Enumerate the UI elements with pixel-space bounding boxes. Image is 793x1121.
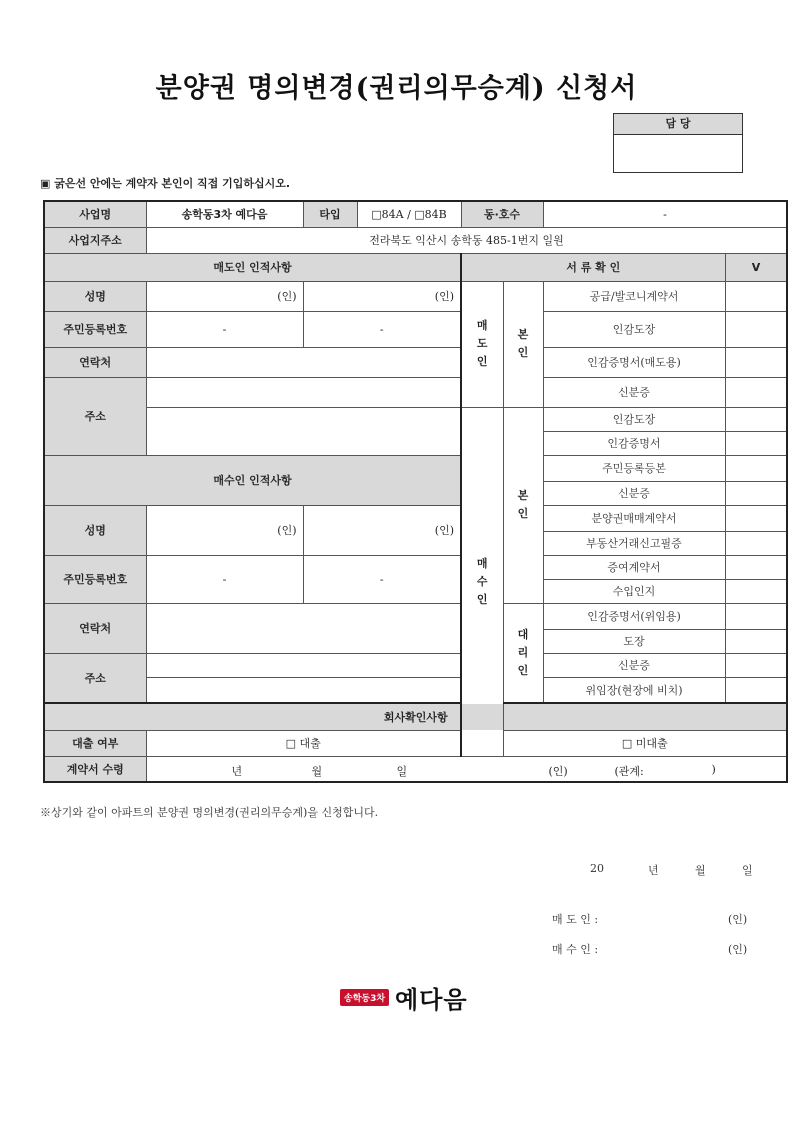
seller-self-label: 본 인 [503, 281, 543, 407]
unit-label: 동·호수 [461, 201, 543, 227]
buyer-name-field-2[interactable]: (인) [303, 505, 461, 555]
buyer-name-field-1[interactable]: (인) [146, 505, 303, 555]
application-form-table [43, 200, 788, 783]
buyer-doc-check[interactable] [725, 431, 787, 455]
seller-doc-item: 인감도장 [543, 311, 725, 347]
loan-no-checkbox[interactable]: □ 미대출 [503, 730, 787, 756]
seller-doc-check[interactable] [725, 281, 787, 311]
agent-doc-check[interactable] [725, 629, 787, 653]
agent-doc-check[interactable] [725, 603, 787, 629]
buyer-doc-check[interactable] [725, 407, 787, 431]
type-label: 타입 [303, 201, 357, 227]
buyer-id-field-1[interactable]: - [146, 555, 303, 603]
receipt-relation: (관계: [614, 764, 644, 778]
seller-id-label: 주민등록번호 [44, 311, 146, 347]
seller-contact-field[interactable] [146, 347, 461, 377]
buyer-doc-item: 증여계약서 [543, 555, 725, 579]
buyer-address-field-1[interactable] [146, 653, 461, 677]
page-title: 분양권 명의변경(권리의무승계) 신청서 [155, 73, 638, 104]
contract-receipt-label: 계약서 수령 [44, 756, 146, 782]
buyer-doc-check[interactable] [725, 505, 787, 531]
buyer-doc-check[interactable] [725, 531, 787, 555]
company-section-header: 회사확인사항 [44, 703, 787, 730]
buyer-doc-item: 인감증명서 [543, 431, 725, 455]
date-month: 월 [695, 864, 706, 877]
site-address-value: 전라북도 익산시 송학동 485-1번지 일원 [146, 227, 787, 253]
seller-address-field-1[interactable] [146, 377, 461, 407]
receipt-month: 월 [311, 764, 323, 778]
contract-receipt-field[interactable] [146, 756, 787, 782]
seller-doc-check[interactable] [725, 377, 787, 407]
site-address-label: 사업지주소 [44, 227, 146, 253]
agent-doc-item: 신분증 [543, 653, 725, 677]
receipt-seal: (인) [548, 764, 568, 778]
seller-id-field-2[interactable]: - [303, 311, 461, 347]
seller-name-field-1[interactable]: (인) [146, 281, 303, 311]
date-prefix: 20 [590, 862, 604, 875]
buyer-doc-item: 분양권매매계약서 [543, 505, 725, 531]
seller-id-field-1[interactable]: - [146, 311, 303, 347]
project-name-value: 송학동3차 예다음 [146, 201, 303, 227]
date-day: 일 [742, 864, 753, 877]
approval-signature-field[interactable] [614, 135, 742, 173]
loan-label: 대출 여부 [44, 730, 146, 756]
receipt-year: 년 [231, 764, 243, 778]
approval-box [613, 113, 743, 173]
buyer-id-field-2[interactable]: - [303, 555, 461, 603]
buyer-sign-seal[interactable]: (인) [728, 943, 748, 956]
buyer-address-field-2[interactable] [146, 677, 461, 703]
seller-address-field-2[interactable] [146, 407, 461, 455]
buyer-contact-field[interactable] [146, 603, 461, 653]
seller-doc-item: 공급/발코니계약서 [543, 281, 725, 311]
receipt-day: 일 [396, 764, 408, 778]
seller-doc-check[interactable] [725, 347, 787, 377]
seller-name-field-2[interactable]: (인) [303, 281, 461, 311]
instruction-notice: ▣ 굵은선 안에는 계약자 본인이 직접 기입하십시오. [40, 177, 291, 190]
buyer-sign-label: 매 수 인 : [552, 943, 599, 956]
buyer-contact-label: 연락처 [44, 603, 146, 653]
brand-logo [340, 980, 468, 1015]
seller-contact-label: 연락처 [44, 347, 146, 377]
buyer-section-header: 매수인 인적사항 [44, 455, 461, 505]
buyer-id-label: 주민등록번호 [44, 555, 146, 603]
buyer-doc-check[interactable] [725, 579, 787, 603]
unit-field[interactable]: - [543, 201, 787, 227]
loan-yes-checkbox[interactable]: □ 대출 [146, 730, 461, 756]
seller-docs-group: 매 도 인 [461, 281, 503, 407]
buyer-doc-item: 수입인지 [543, 579, 725, 603]
agent-doc-item: 도장 [543, 629, 725, 653]
buyer-docs-group: 매 수 인 [461, 407, 503, 756]
seller-sign-seal[interactable]: (인) [728, 913, 748, 926]
docs-check-header: V [725, 253, 787, 281]
agent-doc-item: 위임장(현장에 비치) [543, 677, 725, 703]
type-checkbox-field[interactable]: □84A / □84B [357, 201, 461, 227]
agent-doc-check[interactable] [725, 653, 787, 677]
docs-section-header: 서 류 확 인 [461, 253, 725, 281]
date-year: 년 [648, 864, 659, 877]
buyer-doc-item: 신분증 [543, 481, 725, 505]
logo-badge: 송학동3차 [340, 989, 389, 1006]
seller-doc-item: 신분증 [543, 377, 725, 407]
agent-doc-check[interactable] [725, 677, 787, 703]
seller-doc-item: 인감증명서(매도용) [543, 347, 725, 377]
seller-address-label: 주소 [44, 377, 146, 455]
statement-text: ※상기와 같이 아파트의 분양권 명의변경(권리의무승계)을 신청합니다. [40, 806, 379, 819]
approval-box-label: 담 당 [614, 114, 742, 135]
buyer-doc-item: 인감도장 [543, 407, 725, 431]
buyer-doc-check[interactable] [725, 481, 787, 505]
buyer-doc-item: 부동산거래신고필증 [543, 531, 725, 555]
receipt-relation-close: ) [711, 762, 716, 776]
project-name-label: 사업명 [44, 201, 146, 227]
agent-doc-item: 인감증명서(위임용) [543, 603, 725, 629]
buyer-doc-item: 주민등록등본 [543, 455, 725, 481]
seller-doc-check[interactable] [725, 311, 787, 347]
seller-name-label: 성명 [44, 281, 146, 311]
buyer-agent-label: 대 리 인 [503, 603, 543, 703]
seller-section-header: 매도인 인적사항 [44, 253, 461, 281]
seller-sign-label: 매 도 인 : [552, 913, 599, 926]
buyer-doc-check[interactable] [725, 455, 787, 481]
buyer-name-label: 성명 [44, 505, 146, 555]
logo-name: 예다음 [395, 986, 468, 1014]
buyer-doc-check[interactable] [725, 555, 787, 579]
buyer-self-label: 본 인 [503, 407, 543, 603]
buyer-address-label: 주소 [44, 653, 146, 703]
